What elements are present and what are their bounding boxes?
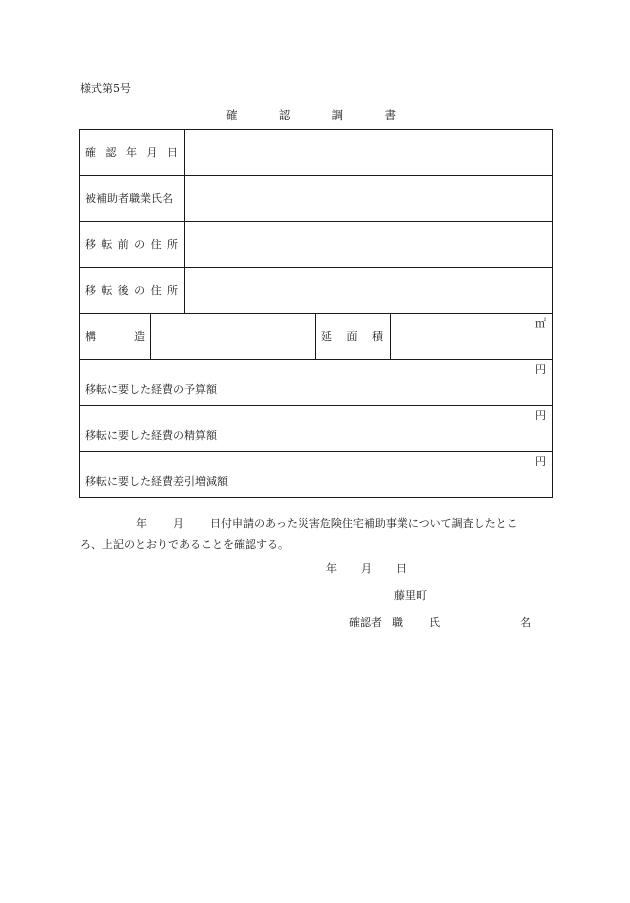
label-address-before: 移 転 前 の 住 所 — [85, 238, 178, 251]
row-difference — [80, 452, 552, 497]
confirmer-prefix: 確認者 — [349, 616, 382, 629]
label-person: 被補助者職業氏名 — [85, 192, 173, 205]
statement-text: 日付申請のあった災害危険住宅補助事業について調査したとこ — [210, 517, 518, 530]
row-confirm-date — [80, 130, 552, 176]
label-floor-area: 延 面 積 — [321, 330, 383, 343]
label-difference: 移転に要した経費差引増減額 — [85, 475, 228, 488]
confirmer-title: 職 — [392, 616, 403, 629]
town-name: 藤里町 — [394, 589, 427, 602]
row-person — [80, 176, 552, 222]
unit-yen: 円 — [535, 363, 546, 376]
unit-yen: 円 — [535, 455, 546, 468]
title-char: 認 — [278, 108, 291, 122]
row-structure-area — [80, 314, 552, 360]
form-number: 様式第5号 — [80, 82, 131, 95]
statement-line-1 — [136, 517, 518, 531]
date-day: 日 — [396, 562, 407, 575]
unit-square-meter: ㎡ — [535, 317, 546, 330]
label-settled: 移転に要した経費の精算額 — [85, 429, 217, 442]
row-settled — [80, 406, 552, 452]
confirmer-line — [349, 616, 531, 630]
unit-yen: 円 — [535, 409, 546, 422]
label-confirm-date: 確 認 年 月 日 — [85, 146, 178, 159]
row-address-after — [80, 268, 552, 314]
title-char: 確 — [226, 108, 238, 122]
label-structure: 構 造 — [85, 330, 145, 343]
confirmer-name-suffix: 名 — [520, 616, 531, 629]
title-char: 調 — [331, 108, 344, 122]
document-title — [226, 107, 396, 123]
row-address-before — [80, 222, 552, 268]
date-year: 年 — [326, 562, 337, 575]
confirmation-date-line — [326, 562, 407, 576]
title-char: 書 — [384, 108, 396, 122]
date-month: 月 — [361, 562, 372, 575]
row-budget — [80, 360, 552, 406]
statement-year: 年 — [136, 517, 147, 530]
label-budget: 移転に要した経費の予算額 — [85, 383, 217, 396]
label-address-after: 移 転 後 の 住 所 — [85, 284, 178, 297]
statement-line-2: ろ、上記のとおりであることを確認する。 — [80, 538, 289, 551]
statement-month: 月 — [173, 517, 184, 530]
confirmer-name-label: 氏 — [429, 616, 440, 629]
confirmation-form-table — [79, 129, 553, 498]
